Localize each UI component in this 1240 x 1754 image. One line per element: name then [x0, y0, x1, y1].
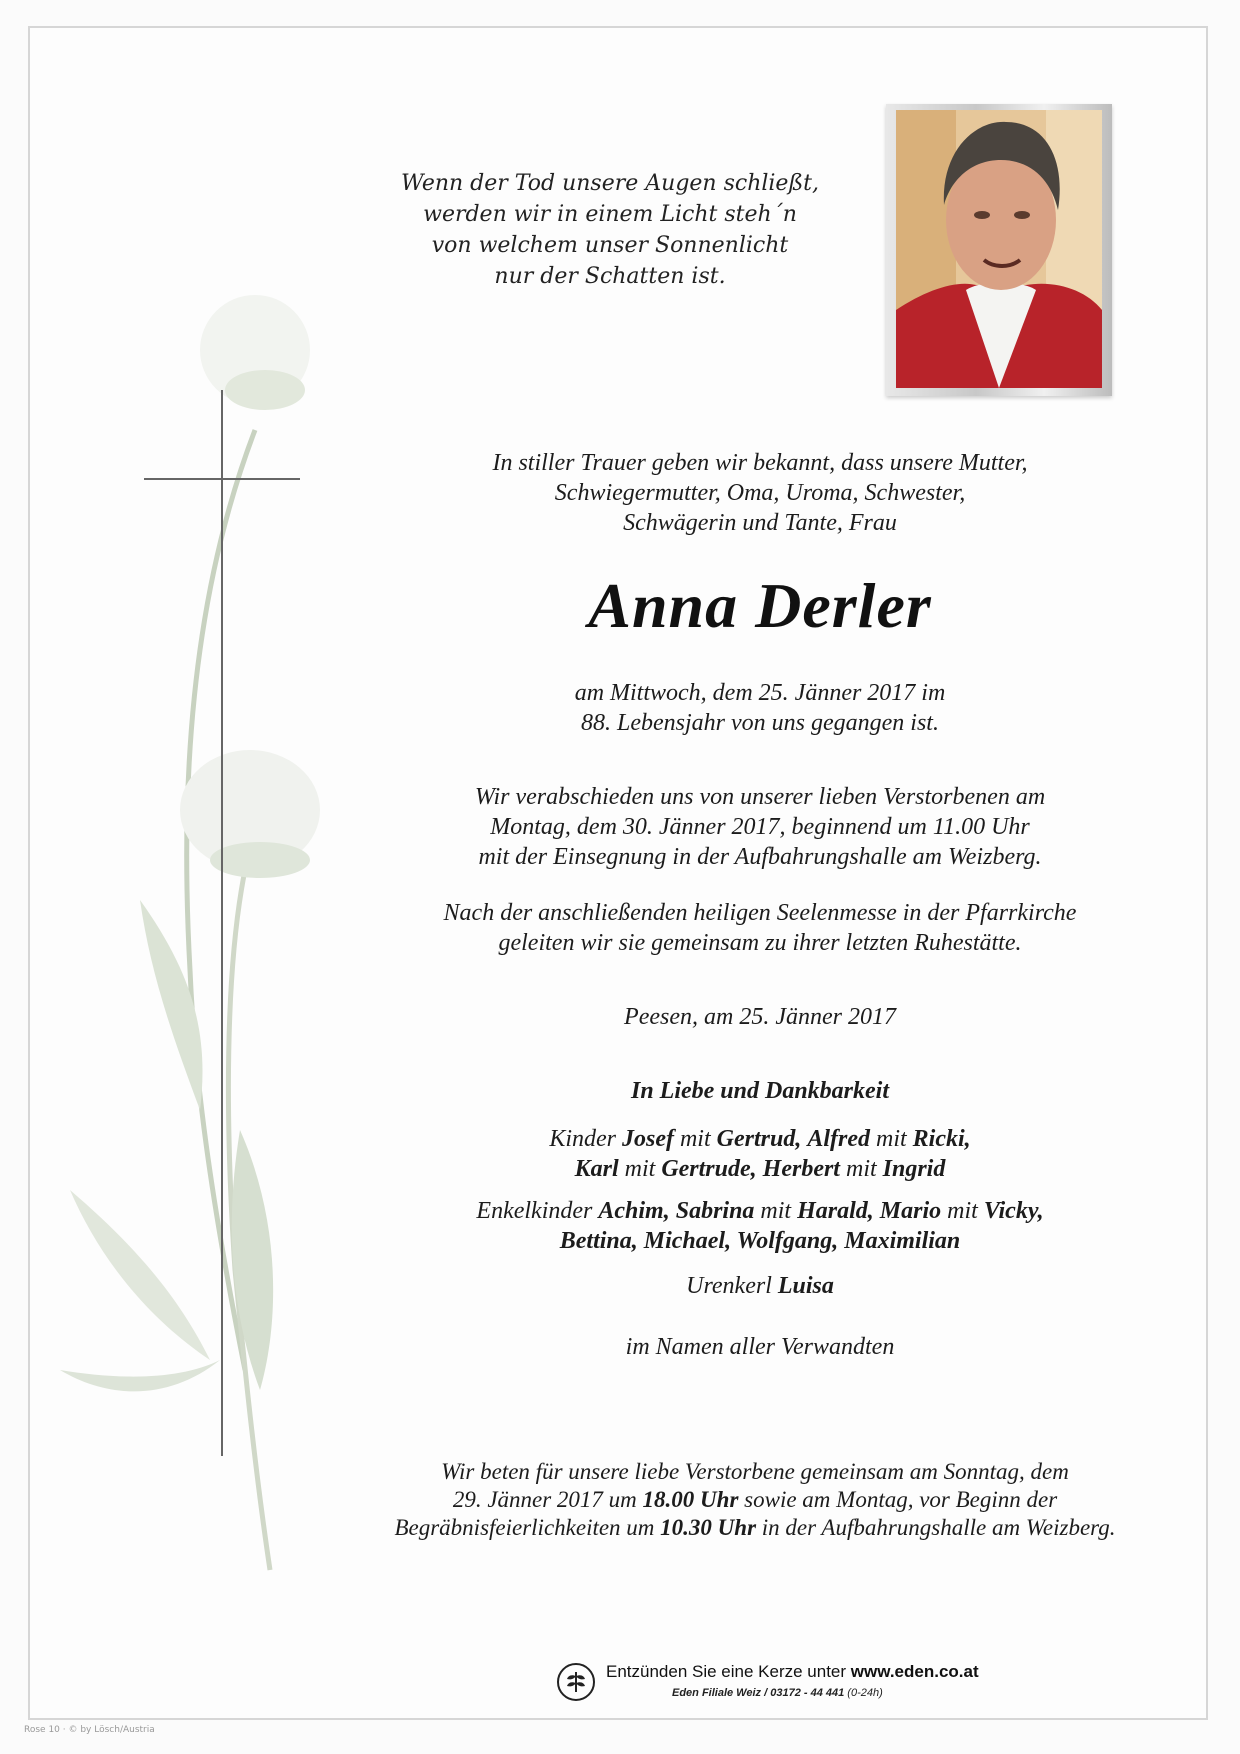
portrait-photo — [896, 110, 1102, 388]
grandchildren-prefix: Enkelkinder — [476, 1198, 593, 1224]
great-grandchild-name: Luisa — [777, 1273, 834, 1299]
died-line-1: am Mittwoch, dem 25. Jänner 2017 im — [574, 680, 946, 706]
grandchildren-list — [360, 1196, 1160, 1256]
prayer-time-monday: 10.30 Uhr — [660, 1515, 757, 1540]
prayer-line-2 — [340, 1486, 1170, 1514]
prayer-line-1: Wir beten für unsere liebe Verstorbene gemeinsam am Sonntag, dem — [441, 1459, 1069, 1484]
love-heading: In Liebe und Dankbarkeit — [630, 1078, 890, 1104]
poem-line-2: werden wir in einem Licht steh´n — [423, 202, 797, 227]
mass-info — [360, 898, 1160, 958]
intro-line-2: Schwiegermutter, Oma, Uroma, Schwester, — [554, 480, 966, 506]
place-date: Peesen, am 25. Jänner 2017 — [624, 1004, 896, 1030]
footer-website-link[interactable]: www.eden.co.at — [850, 1662, 979, 1681]
grandchildren-line-2 — [360, 1226, 1160, 1256]
word-with: mit — [624, 1156, 656, 1182]
poem — [400, 168, 820, 292]
child-name: Alfred — [807, 1126, 870, 1152]
prayer-text: in der Aufbahrungshalle am Weizberg. — [761, 1515, 1116, 1540]
intro-line-3: Schwägerin und Tante, Frau — [623, 510, 897, 536]
prayer-text: sowie am Montag, vor Beginn der — [744, 1487, 1058, 1512]
announcement-intro — [360, 448, 1160, 538]
footer-phone: 03172 - 44 441 — [770, 1687, 845, 1699]
word-with: mit — [679, 1126, 711, 1152]
grandchild-names: Bettina, Michael, Wolfgang, Maximilian — [559, 1228, 961, 1254]
child-name: Ricki, — [912, 1126, 971, 1152]
children-line-2 — [360, 1154, 1160, 1184]
footer-hours: (0-24h) — [847, 1687, 883, 1699]
grandchild-name: Vicky, — [983, 1198, 1044, 1224]
footer-branch: Eden Filiale Weiz / — [672, 1687, 768, 1699]
cross-horizontal — [144, 478, 300, 480]
word-with: mit — [876, 1126, 907, 1152]
mass-line-1: Nach der anschließenden heiligen Seelenmesse in der Pfarrkirche — [443, 900, 1077, 926]
child-name: Josef — [621, 1126, 674, 1152]
children-list — [360, 1124, 1160, 1184]
portrait-image — [896, 110, 1102, 388]
farewell-line-1: Wir verabschieden uns von unserer lieben Verstorbenen am — [474, 784, 1046, 810]
poem-line-3: von welchem unser Sonnenlicht — [431, 233, 789, 258]
prayer-text: Begräbnisfeierlichkeiten um — [394, 1515, 655, 1540]
great-grandchild — [360, 1271, 1160, 1301]
white-rose-illustration — [40, 270, 380, 1600]
cross-vertical — [221, 390, 223, 1456]
word-with: mit — [845, 1156, 877, 1182]
poem-line-1: Wenn der Tod unsere Augen schließt, — [401, 171, 819, 196]
grandchild-name: Harald, — [797, 1198, 874, 1224]
great-grandchild-prefix: Urenkerl — [686, 1273, 772, 1299]
child-name: Herbert — [762, 1156, 840, 1182]
children-line-1 — [360, 1124, 1160, 1154]
farewell-line-3: mit der Einsegnung in der Aufbahrungshalle am Weizberg. — [478, 844, 1042, 870]
footer-candle-line — [606, 1662, 979, 1682]
deceased-name: Anna Derler — [588, 570, 932, 641]
prayer-info — [340, 1458, 1170, 1542]
mass-line-2: geleiten wir sie gemeinsam zu ihrer letzten Ruhestätte. — [498, 930, 1022, 956]
intro-line-1: In stiller Trauer geben wir bekannt, dass unsere Mutter, — [492, 450, 1028, 476]
grandchild-name: Sabrina — [675, 1198, 755, 1224]
footer-candle-text: Entzünden Sie eine Kerze unter — [606, 1662, 847, 1681]
footer — [556, 1660, 986, 1706]
child-name: Gertrude, — [661, 1156, 757, 1182]
child-name: Ingrid — [882, 1156, 946, 1182]
grandchildren-line-1 — [360, 1196, 1160, 1226]
eden-logo-icon — [556, 1662, 596, 1702]
children-prefix: Kinder — [549, 1126, 616, 1152]
prayer-time-sunday: 18.00 Uhr — [642, 1487, 739, 1512]
prayer-text: 29. Jänner 2017 um — [452, 1487, 637, 1512]
grandchild-name: Mario — [879, 1198, 942, 1224]
poem-line-4: nur der Schatten ist. — [494, 264, 726, 289]
child-name: Gertrud, — [716, 1126, 802, 1152]
grandchild-name: Achim, — [598, 1198, 670, 1224]
prayer-line-3 — [340, 1514, 1170, 1542]
footer-contact-line — [672, 1687, 883, 1699]
word-with: mit — [760, 1198, 792, 1224]
farewell-line-2: Montag, dem 30. Jänner 2017, beginnend um 11.00 Uhr — [490, 814, 1030, 840]
farewell-info — [360, 782, 1160, 872]
died-line-2: 88. Lebensjahr von uns gegangen ist. — [581, 710, 939, 736]
portrait-photo-frame — [886, 104, 1112, 396]
word-with: mit — [947, 1198, 978, 1224]
relatives-note: im Namen aller Verwandten — [625, 1334, 895, 1360]
imprint: Rose 10 · © by Lösch/Austria — [24, 1725, 155, 1735]
child-name: Karl — [574, 1156, 619, 1182]
death-date — [360, 678, 1160, 738]
